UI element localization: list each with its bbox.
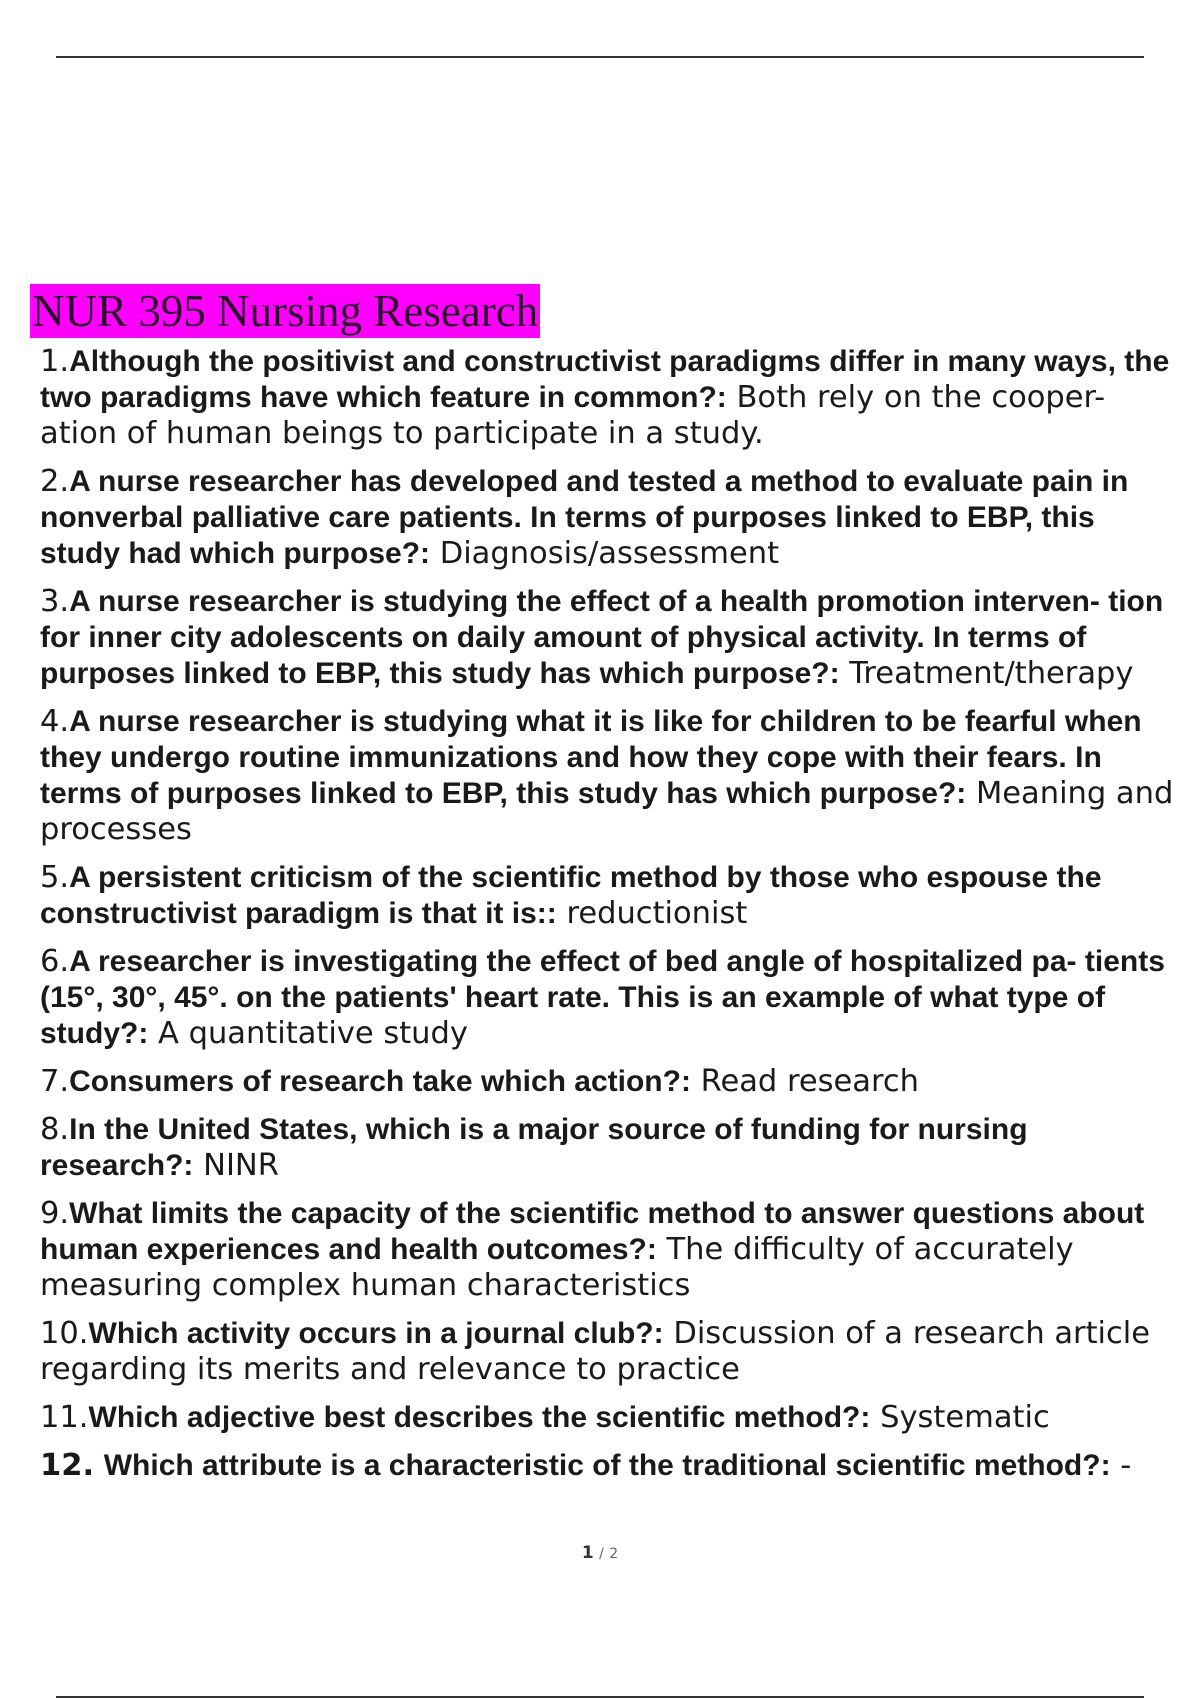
qa-item-4 — [40, 704, 1180, 848]
item-number: 7. — [40, 1064, 70, 1099]
qa-item-10 — [40, 1316, 1180, 1388]
item-number: 3. — [40, 584, 70, 619]
qa-item-9 — [40, 1196, 1180, 1304]
qa-item-8 — [40, 1112, 1180, 1184]
item-number: 4. — [40, 704, 70, 739]
page-separator: / — [599, 1546, 604, 1562]
question-text: Which adjective best describes the scientific method?: — [88, 1401, 871, 1434]
answer-text: A quantitative study — [158, 1016, 468, 1051]
top-rule — [56, 56, 1144, 58]
qa-item-5 — [40, 860, 1180, 932]
answer-text: reductionist — [566, 896, 748, 931]
item-number: 10. — [40, 1316, 89, 1351]
bottom-rule — [56, 1696, 1144, 1698]
question-text: What limits the capacity of the scientific method to answer questions about human experiences and health outcomes?: — [40, 1197, 1145, 1266]
answer-text: Systematic — [880, 1400, 1050, 1435]
item-number: 11. — [40, 1400, 89, 1435]
item-number: 6. — [40, 944, 70, 979]
page-indicator — [0, 1543, 1200, 1563]
question-text: A nurse researcher is studying the effect of a health promotion interven- tion for inner city adolescents on daily amount of physical activity. In terms of purposes linked to EBP, this study has which purpose?: — [40, 585, 1164, 690]
item-number: 9. — [40, 1196, 70, 1231]
question-text: Although the positivist and constructivist paradigms differ in many ways, the two paradigms have which feature in common?: — [40, 345, 1170, 414]
item-number: 5. — [40, 860, 70, 895]
question-text: A nurse researcher is studying what it is like for children to be fearful when they undergo routine immunizations and how they cope with their fears. In terms of purposes linked to EBP, this study has which purpose?: — [40, 705, 1142, 810]
answer-text: The difficulty of accurately measuring complex human characteristics — [40, 1232, 1074, 1303]
answer-text: Discussion of a research article regarding its merits and relevance to practice — [40, 1316, 1151, 1387]
qa-item-3 — [40, 584, 1180, 692]
answer-text: NINR — [203, 1148, 279, 1183]
item-number: 1. — [40, 344, 70, 379]
qa-item-6 — [40, 944, 1180, 1052]
item-number: 8. — [40, 1112, 70, 1147]
answer-text: Treatment/therapy — [849, 656, 1134, 691]
qa-list — [40, 344, 1180, 1496]
total-pages: 2 — [609, 1546, 619, 1562]
qa-item-12 — [40, 1448, 1180, 1484]
qa-item-11 — [40, 1400, 1180, 1436]
item-number: 12. — [40, 1448, 95, 1483]
qa-item-2 — [40, 464, 1180, 572]
answer-text: Meaning and processes — [40, 776, 1174, 847]
answer-text: Diagnosis/assessment — [439, 536, 780, 571]
qa-item-7 — [40, 1064, 1180, 1100]
question-text: Which activity occurs in a journal club?: — [88, 1317, 664, 1350]
question-text: A nurse researcher has developed and tested a method to evaluate pain in nonverbal palliative care patients. In terms of purposes linked to EBP, this study had which purpose?: — [40, 465, 1129, 570]
answer-text: Both rely on the cooper- ation of human beings to participate in a study. — [40, 380, 1106, 451]
answer-text: Read research — [700, 1064, 919, 1099]
document-title: NUR 395 Nursing Research — [32, 286, 539, 336]
question-text: Consumers of research take which action?: — [69, 1065, 691, 1098]
qa-item-1 — [40, 344, 1180, 452]
item-number: 2. — [40, 464, 70, 499]
question-text: Which attribute is a characteristic of the traditional scientific method?: — [103, 1449, 1111, 1482]
question-text: In the United States, which is a major source of funding for nursing research?: — [40, 1113, 1028, 1182]
current-page: 1 — [581, 1543, 594, 1563]
question-text: A persistent criticism of the scientific method by those who espouse the constructivist paradigm is that it is:: — [40, 861, 1102, 930]
answer-text: - — [1120, 1448, 1132, 1483]
question-text: A researcher is investigating the effect of bed angle of hospitalized pa- tients (15°, 30°, 45°. on the patients' heart rate. This is an example of what type of study?: — [40, 945, 1165, 1050]
